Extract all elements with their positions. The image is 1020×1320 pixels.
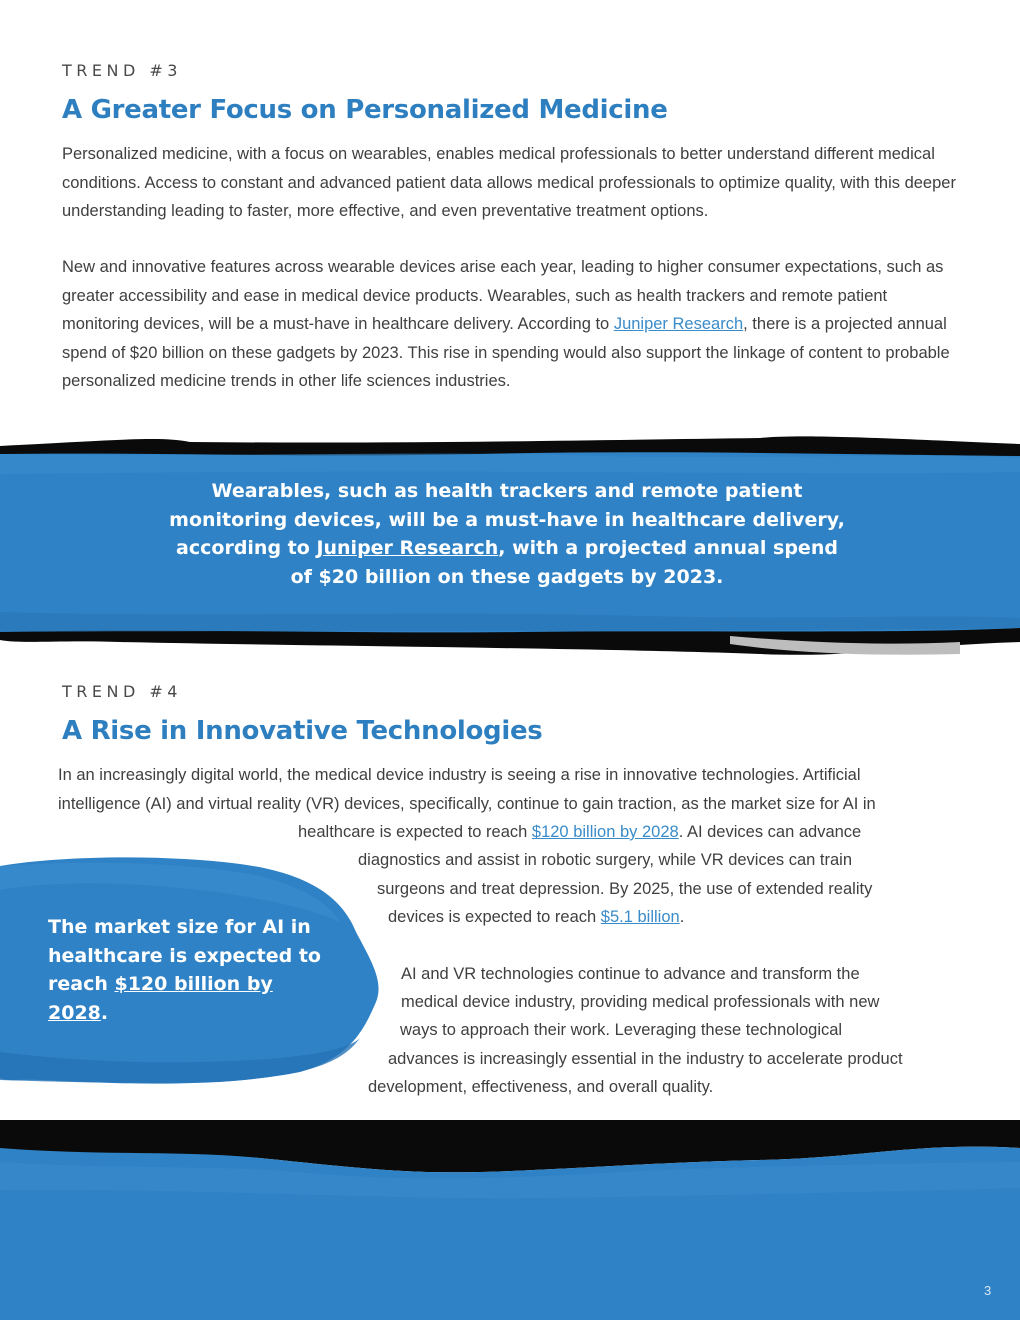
trend4-eyebrow: TREND #4 bbox=[62, 682, 182, 701]
trend4-line-8: medical device industry, providing medical professionals with new bbox=[401, 993, 880, 1011]
trend4-line-6-text-b: . bbox=[679, 908, 685, 926]
trend4-line-1: In an increasingly digital world, the medical device industry is seeing a rise in innovative technologies. Artificial bbox=[58, 766, 861, 784]
trend4-line-9: ways to approach their work. Leveraging these technological bbox=[400, 1021, 843, 1039]
trend4-line-5: surgeons and treat depression. By 2025, the use of extended reality bbox=[377, 880, 873, 898]
quote-ai-market-link-b[interactable]: 2028 bbox=[48, 1001, 101, 1024]
quote-2-line-2: healthcare is expected to bbox=[48, 944, 321, 967]
quote-1-line-3 bbox=[0, 534, 1014, 563]
trend4-line-4: diagnostics and assist in robotic surgery, while VR devices can train bbox=[358, 851, 853, 869]
quote-2-line-4-text: . bbox=[100, 1001, 109, 1024]
juniper-research-link[interactable]: Juniper Research bbox=[613, 315, 744, 333]
trend4-line-6 bbox=[388, 908, 684, 927]
quote-2-line-3-text: reach bbox=[48, 973, 115, 995]
quote-juniper-research-link[interactable]: Juniper Research bbox=[316, 537, 499, 559]
trend3-paragraph-1 bbox=[62, 140, 962, 226]
quote-1-line-1: Wearables, such as health trackers and remote patient bbox=[211, 480, 803, 502]
quote-1-line-3-text-a: according to bbox=[176, 537, 317, 559]
quote-ai-market-link-a[interactable]: $120 billion by bbox=[114, 973, 273, 995]
trend3-eyebrow: TREND #3 bbox=[62, 61, 182, 80]
trend4-line-6-text-a: devices is expected to reach bbox=[388, 908, 601, 926]
quote-1-line-4: of $20 billion on these gadgets by 2023. bbox=[290, 565, 724, 588]
quote-2-line-3 bbox=[48, 970, 338, 999]
trend4-line-3-text-b: . AI devices can advance bbox=[678, 823, 862, 841]
quote-1-line-3-text-b: , with a projected annual spend bbox=[498, 537, 838, 559]
trend4-line-2: intelligence (AI) and virtual reality (VR) devices, specifically, continue to gain traction, as the market size for AI in bbox=[58, 795, 876, 813]
trend4-line-3-text-a: healthcare is expected to reach bbox=[298, 823, 532, 841]
trend3-paragraph-1-text: Personalized medicine, with a focus on wearables, enables medical professionals to better understand different medical conditions. Access to constant and advanced patient data allows medical professionals to optimize quality, with this deeper understanding leading to faster, more effective, and even preventative treatment options. bbox=[62, 145, 956, 220]
trend3-paragraph-2 bbox=[62, 253, 962, 396]
trend3-paragraph-2-text-a: New and innovative features across wearable devices arise each year, leading to higher consumer expectations, such as greater accessibility and ease in medical device products. Wearables, such as health trackers and remote patient monitoring devices, will be a must-have in healthcare delivery. According to bbox=[62, 258, 944, 333]
quote-1-line-2: monitoring devices, will be a must-have in healthcare delivery, bbox=[169, 508, 845, 531]
trend4-title: A Rise in Innovative Technologies bbox=[62, 716, 543, 746]
quote-2-line-4 bbox=[48, 999, 338, 1028]
trend4-line-10: advances is increasingly essential in the industry to accelerate product bbox=[388, 1050, 903, 1068]
extended-reality-link[interactable]: $5.1 billion bbox=[600, 908, 680, 926]
quote-2-line-1: The market size for AI in bbox=[48, 916, 311, 938]
trend3-title: A Greater Focus on Personalized Medicine bbox=[62, 95, 668, 125]
trend3-paragraph-2-text-b: , there is a projected annual spend of $20 billion on these gadgets by 2023. This rise in spending would also support the linkage of content to probable personalized medicine trends in other life sciences industries. bbox=[62, 315, 950, 390]
trend4-line-3 bbox=[298, 823, 861, 842]
page-number: 3 bbox=[984, 1283, 992, 1298]
footer-band bbox=[0, 1118, 1020, 1320]
quote-2 bbox=[48, 913, 338, 1027]
quote-1 bbox=[0, 477, 1014, 591]
trend4-line-11: development, effectiveness, and overall quality. bbox=[368, 1078, 714, 1096]
trend4-line-7: AI and VR technologies continue to advance and transform the bbox=[401, 965, 860, 983]
ai-market-size-link[interactable]: $120 billion by 2028 bbox=[531, 823, 679, 841]
